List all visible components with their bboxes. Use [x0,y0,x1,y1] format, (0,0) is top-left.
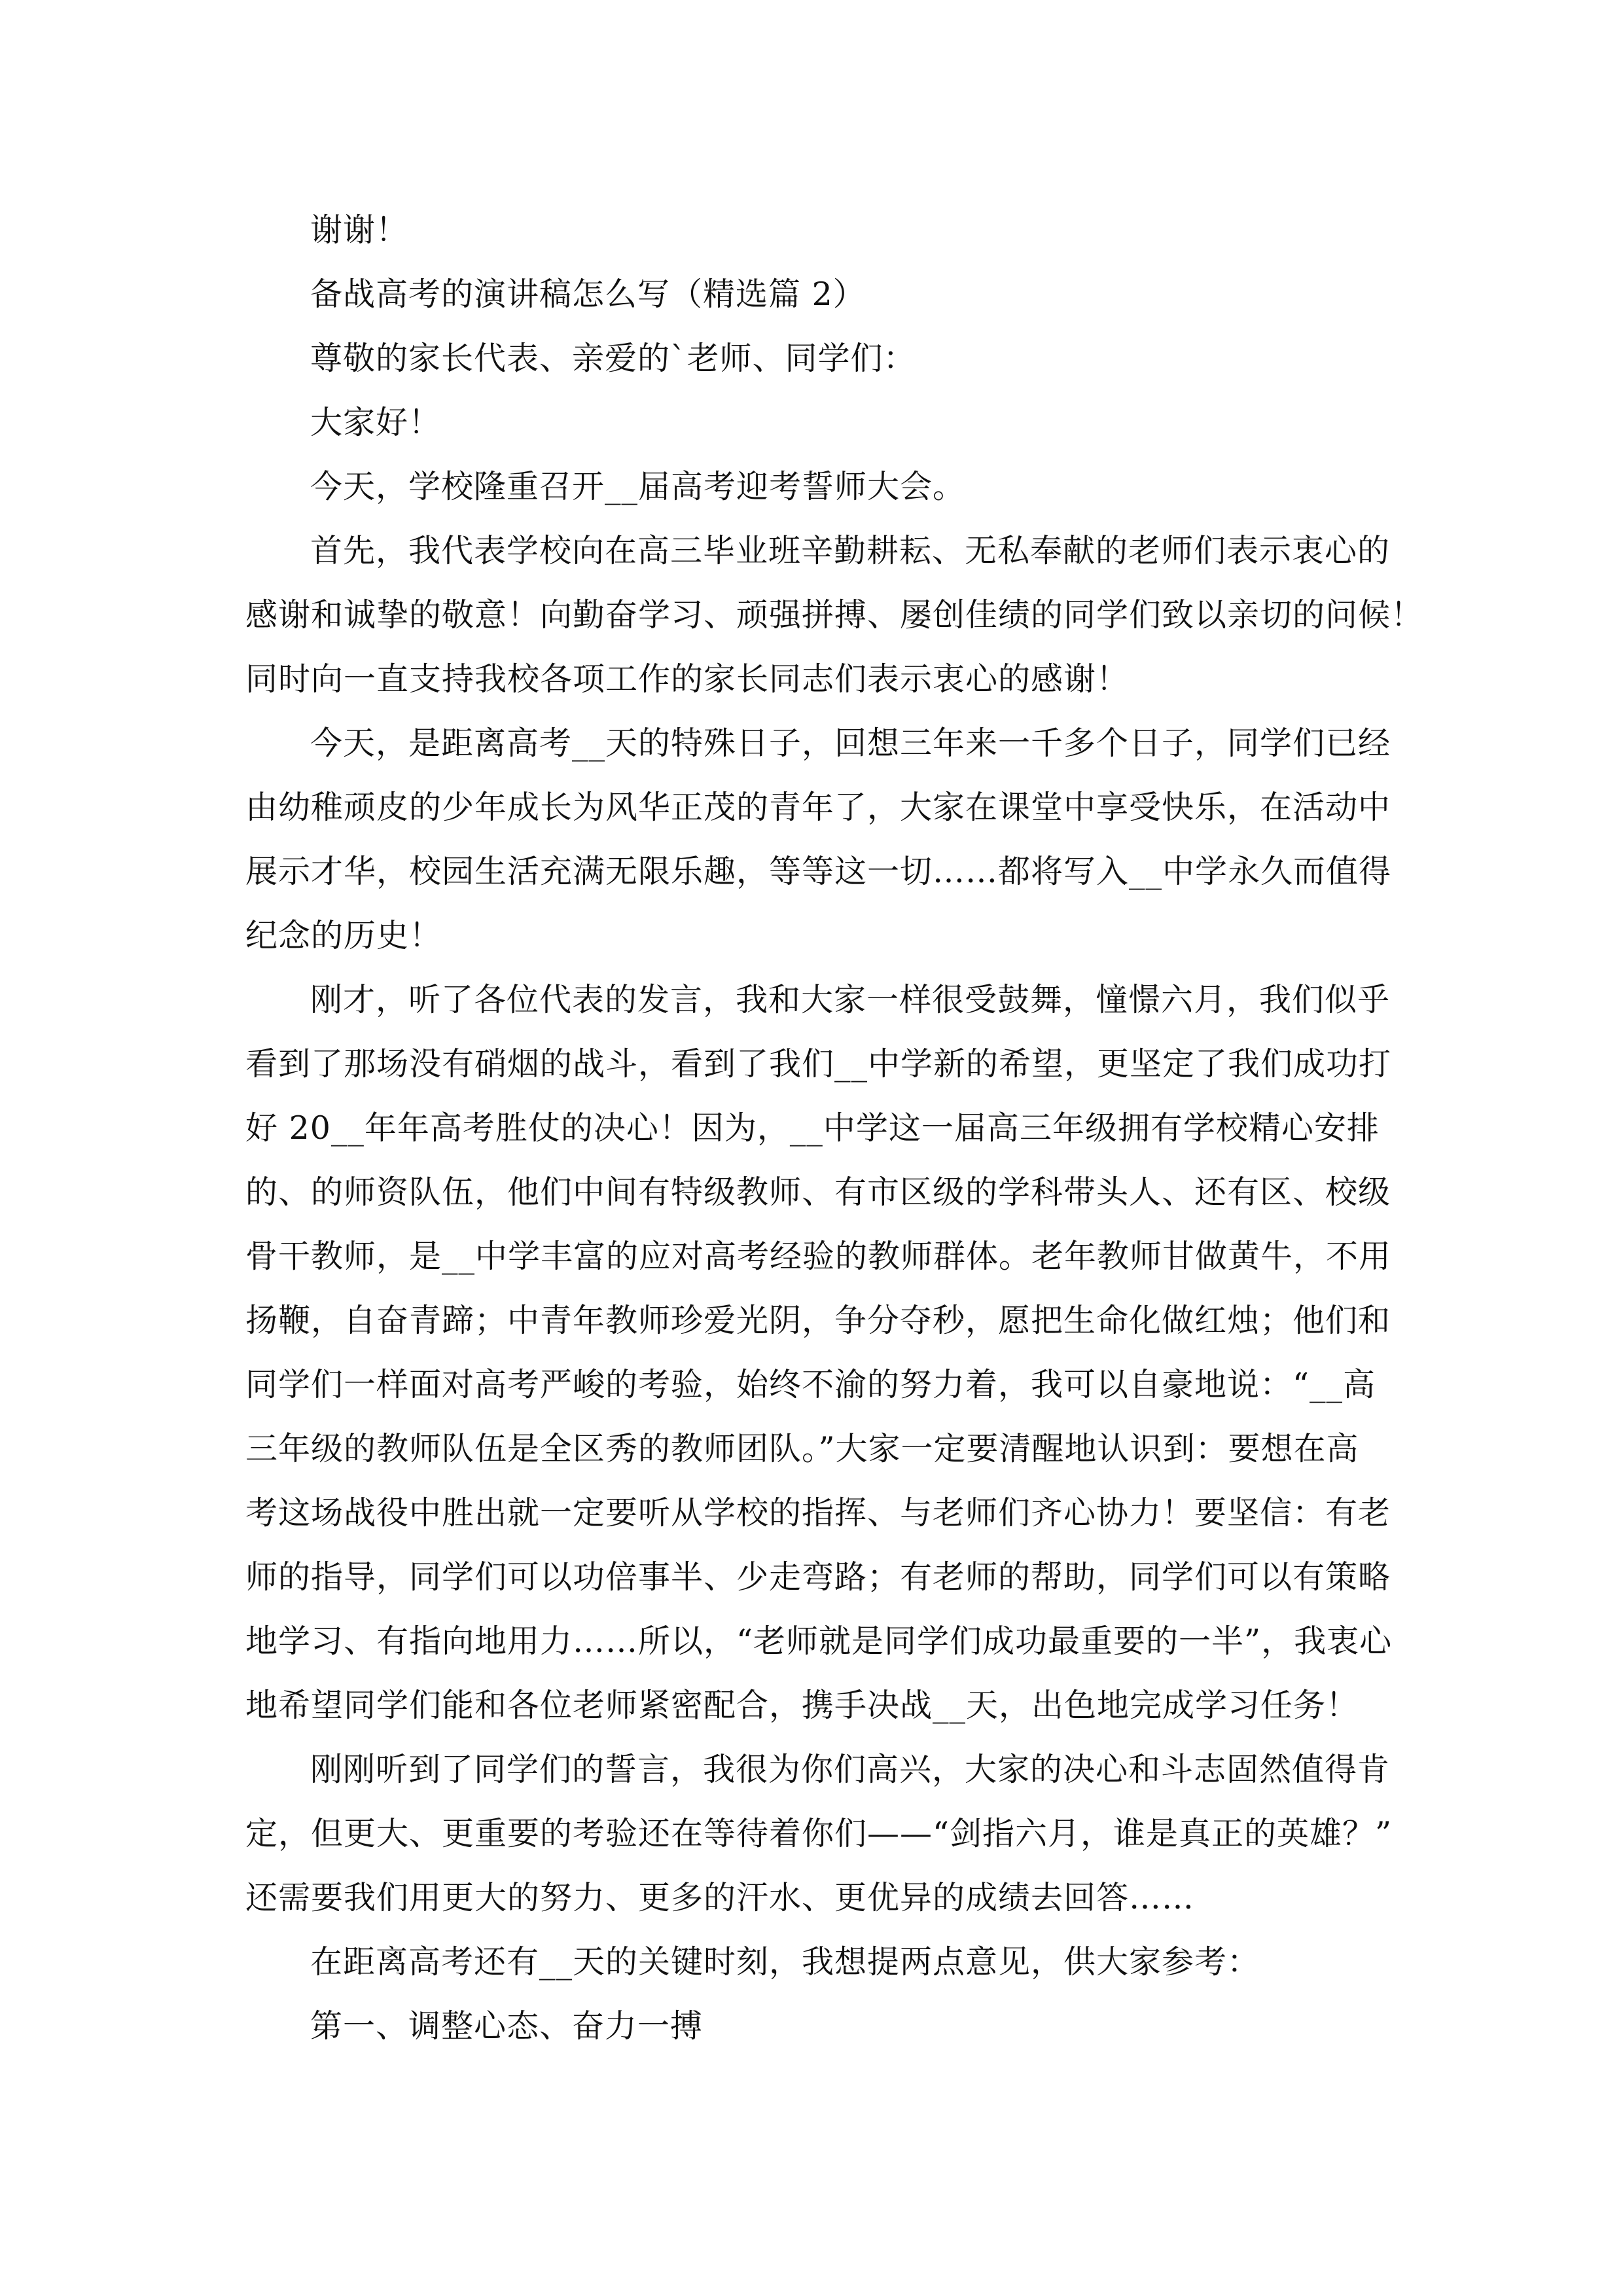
paragraph-line: 地学习、有指向地用力……所以，“老师就是同学们成功最重要的一半”，我衷心 [245,1623,1393,1660]
paragraph-line: 感谢和诚挚的敬意！向勤奋学习、顽强拼搏、屡创佳绩的同学们致以亲切的问候！ [245,596,1424,634]
paragraph-line: 首先，我代表学校向在高三毕业班辛勤耕耘、无私奉献的老师们表示衷心的 [310,532,1391,569]
closing-thanks: 谢谢！ [310,211,409,249]
paragraph-line: 扬鞭，自奋青蹄；中青年教师珍爱光阴，争分夺秒，愿把生命化做红烛；他们和 [245,1302,1391,1339]
paragraph-line: 今天，学校隆重召开__届高考迎考誓师大会。 [310,468,966,505]
paragraph-line: 还需要我们用更大的努力、更多的汗水、更优异的成绩去回答…… [245,1879,1195,1916]
paragraph-line: 在距离高考还有__天的关键时刻，我想提两点意见，供大家参考： [310,1943,1260,1981]
paragraph-line: 地希望同学们能和各位老师紧密配合，携手决战__天，出色地完成学习任务！ [245,1687,1359,1724]
document-body [245,198,1424,2058]
paragraph-line: 定，但更大、更重要的考验还在等待着你们——“剑指六月，谁是真正的英雄？” [245,1815,1393,1852]
paragraph-line: 看到了那场没有硝烟的战斗，看到了我们__中学新的希望，更坚定了我们成功打 [245,1045,1392,1083]
paragraph-line: 由幼稚顽皮的少年成长为风华正茂的青年了，大家在课堂中享受快乐，在活动中 [245,789,1391,826]
paragraph-line: 的、的师资队伍，他们中间有特级教师、有市区级的学科带头人、还有区、校级 [245,1174,1391,1211]
paragraph-line: 师的指导，同学们可以功倍事半、少走弯路；有老师的帮助，同学们可以有策略 [245,1558,1391,1596]
paragraph-line: 今天，是距离高考__天的特殊日子，回想三年来一千多个日子，同学们已经 [310,725,1391,762]
paragraph-line: 纪念的历史！ [245,917,442,954]
paragraph-line: 同时向一直支持我校各项工作的家长同志们表示衷心的感谢！ [245,660,1130,698]
paragraph-line: 好 20__年年高考胜仗的决心！因为，__中学这一届高三年级拥有学校精心安排 [245,1109,1380,1147]
paragraph-line: 同学们一样面对高考严峻的考验，始终不渝的努力着，我可以自豪地说：“__高 [245,1366,1376,1403]
greeting: 大家好！ [310,404,442,441]
subheading: 第一、调整心态、奋力一搏 [310,2007,704,2045]
paragraph-line: 展示才华，校园生活充满无限乐趣，等等这一切……都将写入__中学永久而值得 [245,853,1392,890]
paragraph-line: 三年级的教师队伍是全区秀的教师团队。”大家一定要清醒地认识到：要想在高 [245,1430,1359,1467]
paragraph-line: 刚才，听了各位代表的发言，我和大家一样很受鼓舞，憧憬六月，我们似乎 [310,981,1391,1018]
paragraph-line: 骨干教师，是__中学丰富的应对高考经验的教师群体。老年教师甘做黄牛，不用 [245,1238,1392,1275]
salutation: 尊敬的家长代表、亲爱的`老师、同学们： [310,340,916,377]
section-title: 备战高考的演讲稿怎么写（精选篇 2） [310,276,866,313]
paragraph-line: 考这场战役中胜出就一定要听从学校的指挥、与老师们齐心协力！要坚信：有老 [245,1494,1391,1532]
paragraph-line: 刚刚听到了同学们的誓言，我很为你们高兴，大家的决心和斗志固然值得肯 [310,1751,1391,1788]
